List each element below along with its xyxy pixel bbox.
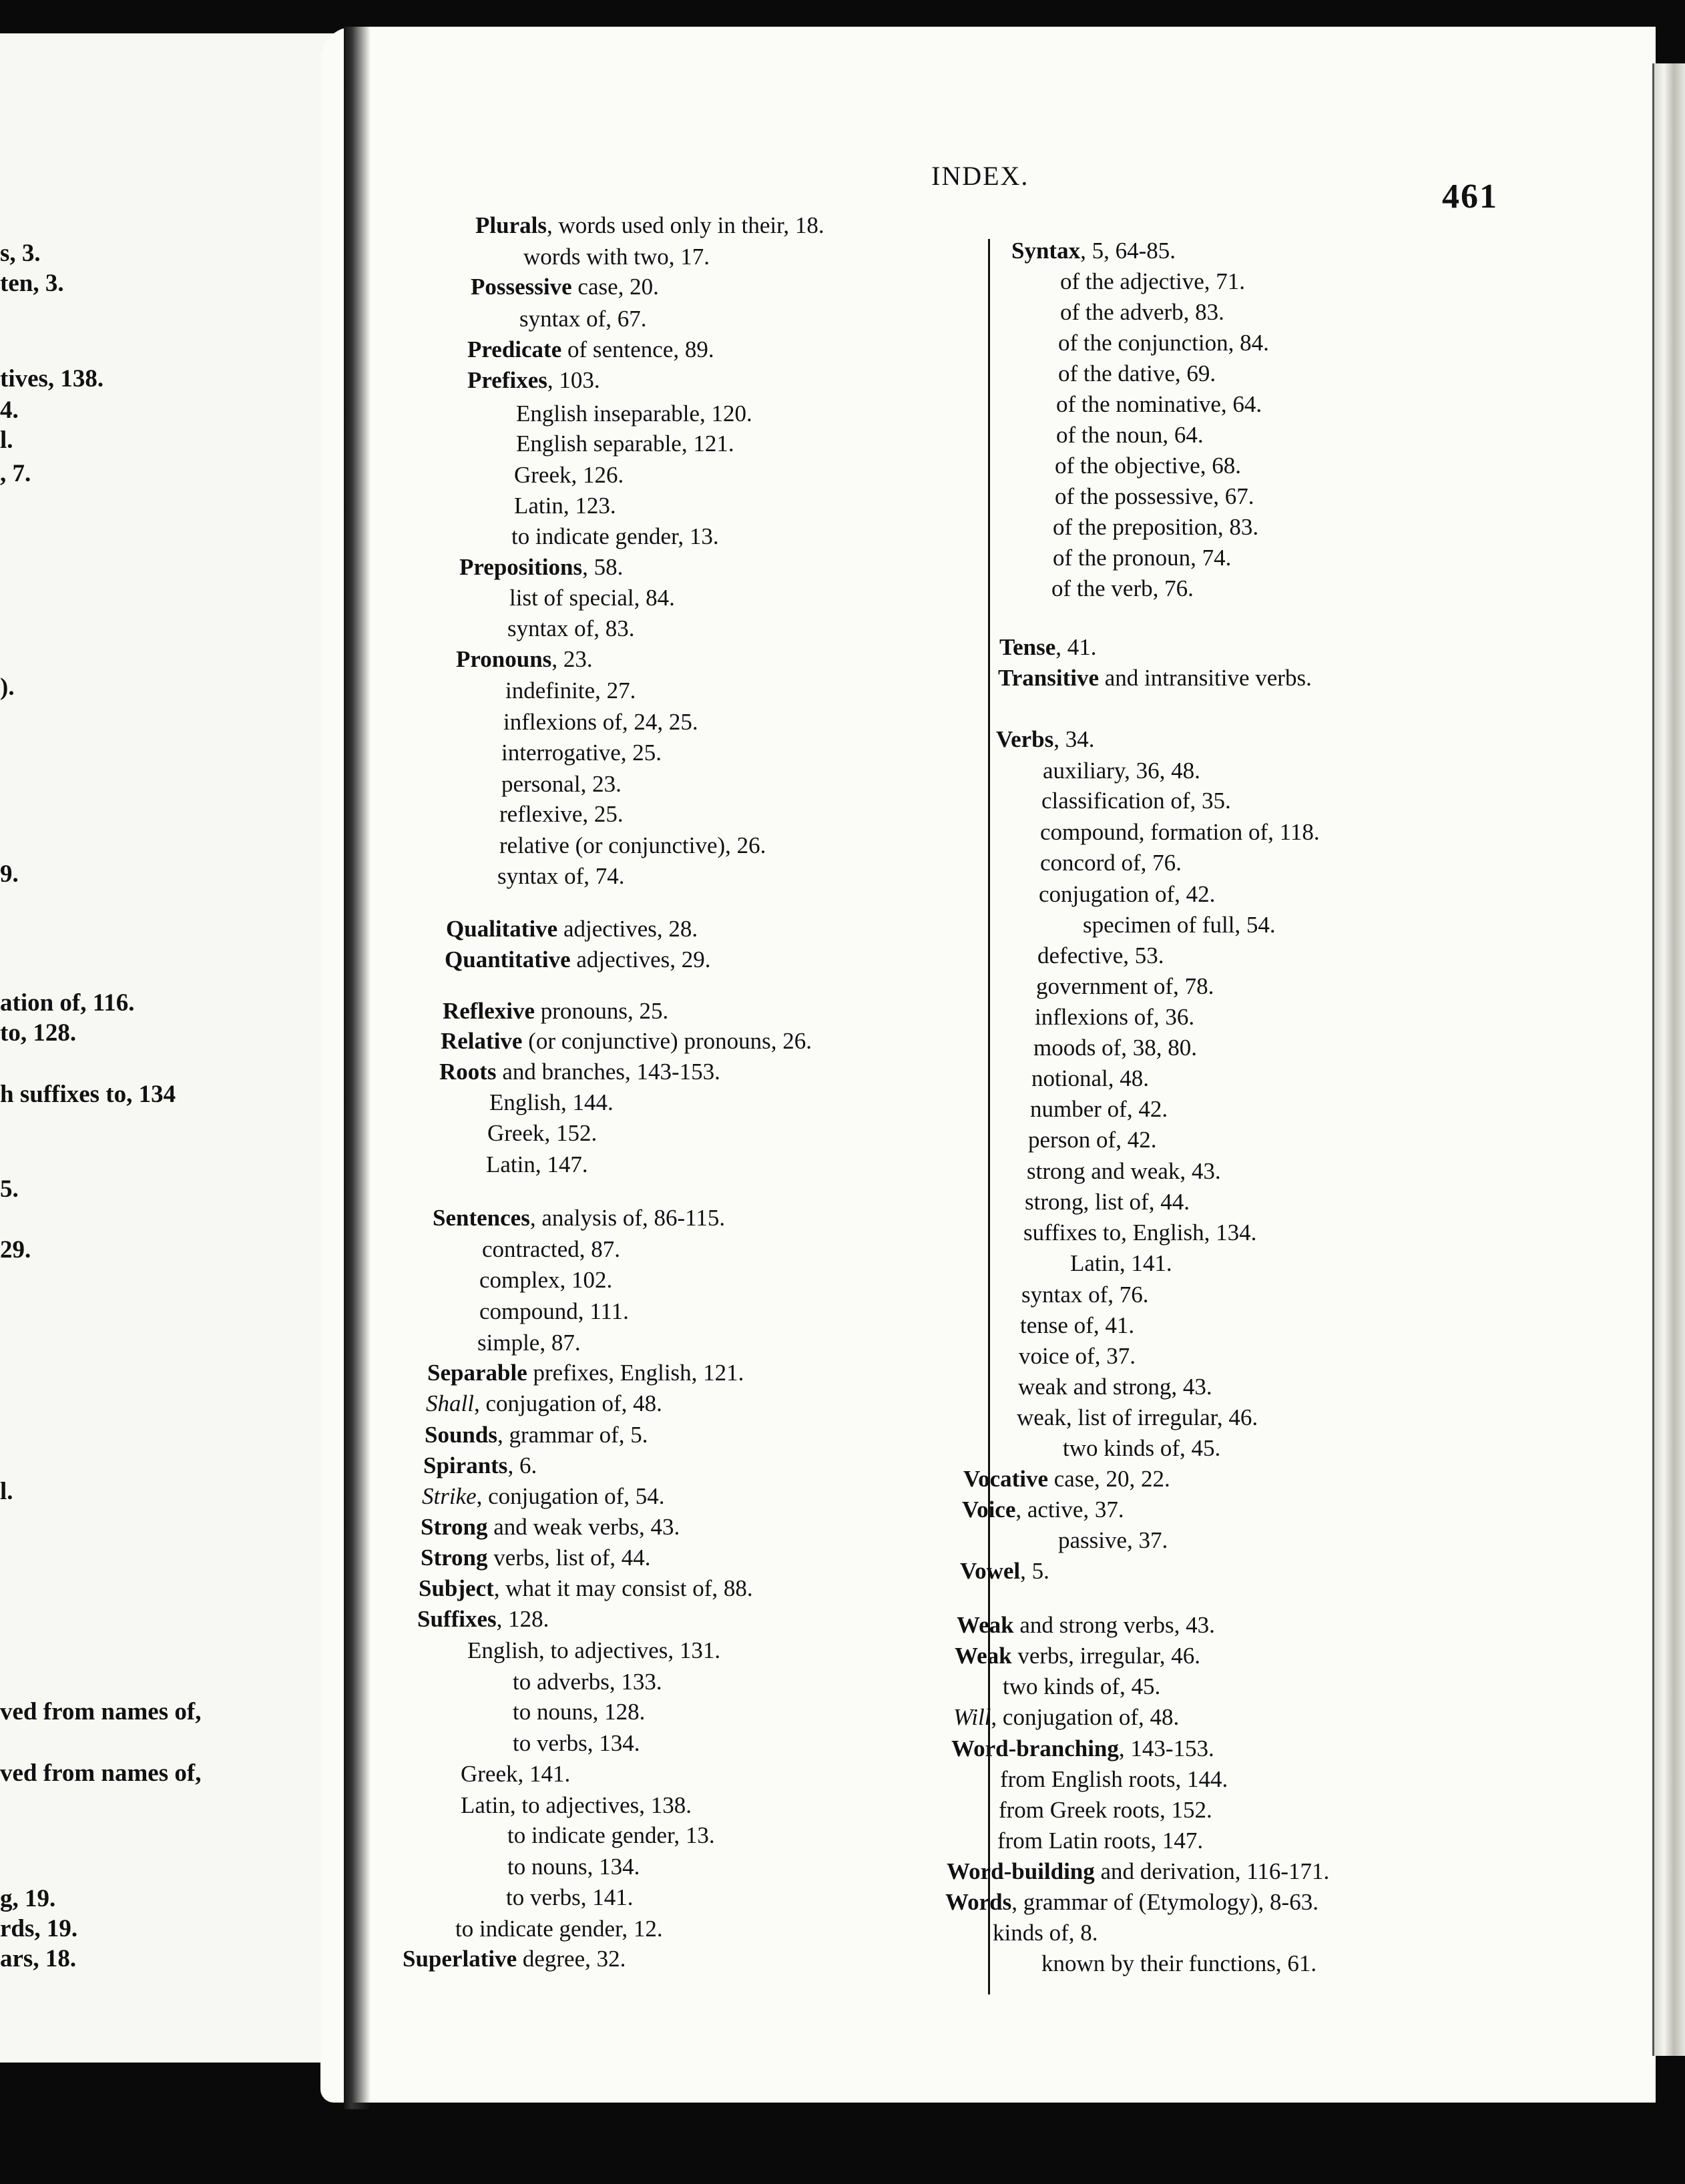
index-entry — [513, 1730, 640, 1757]
index-entry — [951, 1735, 1214, 1762]
index-entry — [998, 665, 1312, 692]
entry-text: syntax of, 83. — [507, 615, 635, 641]
index-entry — [945, 1889, 1318, 1916]
index-entry — [1053, 545, 1231, 571]
entry-heading: Voice — [962, 1496, 1016, 1523]
entry-text: , 34. — [1053, 726, 1095, 752]
index-entry — [1039, 881, 1215, 908]
index-entry — [957, 1612, 1215, 1639]
index-entry — [1020, 1312, 1134, 1339]
entry-text: to indicate gender, 13. — [511, 523, 719, 549]
entry-text: of the verb, 76. — [1051, 575, 1194, 601]
index-entry — [1056, 422, 1204, 449]
entry-text: compound, 111. — [479, 1298, 629, 1324]
left-page-fragment: l. — [0, 427, 13, 454]
index-entry — [999, 1797, 1212, 1824]
entry-text: English inseparable, 120. — [516, 400, 752, 427]
index-entry — [467, 336, 714, 363]
index-entry — [1028, 1127, 1156, 1153]
index-entry — [503, 709, 698, 736]
index-entry — [1037, 942, 1164, 969]
entry-heading: Word-building — [947, 1858, 1095, 1884]
index-entry — [1055, 483, 1254, 510]
index-entry — [1043, 758, 1200, 784]
left-page-fragment: tives, 138. — [0, 365, 104, 392]
entry-text: simple, 87. — [477, 1330, 581, 1356]
entry-text: classification of, 35. — [1041, 788, 1231, 814]
entry-text: , 41. — [1055, 634, 1097, 660]
entry-heading: Relative — [441, 1028, 523, 1054]
entry-text: two kinds of, 45. — [1003, 1673, 1161, 1699]
entry-heading: Quantitative — [445, 946, 571, 973]
index-entry — [963, 1466, 1170, 1492]
entry-italic-heading: Shall — [426, 1390, 474, 1416]
left-page-fragment: 5. — [0, 1175, 19, 1203]
entry-text: tense of, 41. — [1020, 1312, 1135, 1338]
entry-text: English, to adjectives, 131. — [467, 1637, 721, 1663]
entry-heading: Words — [945, 1889, 1012, 1915]
index-entry — [403, 1946, 626, 1972]
index-entry — [1060, 268, 1245, 295]
left-page-fragment: ved from names of, — [0, 1698, 202, 1725]
entry-heading: Suffixes — [417, 1606, 497, 1632]
index-entry — [1019, 1343, 1136, 1370]
entry-heading: Weak — [957, 1612, 1014, 1638]
index-entry — [516, 400, 752, 427]
entry-text: indefinite, 27. — [505, 677, 636, 704]
entry-text: weak and strong, 43. — [1018, 1374, 1212, 1400]
entry-text: English separable, 121. — [516, 431, 734, 457]
entry-text: of the dative, 69. — [1058, 360, 1216, 386]
index-entry — [456, 646, 593, 673]
entry-text: , 5. — [1020, 1558, 1049, 1584]
entry-text: to nouns, 128. — [513, 1699, 646, 1725]
index-entry — [996, 726, 1094, 753]
entry-text: and strong verbs, 43. — [1013, 1612, 1215, 1638]
entry-text: known by their functions, 61. — [1041, 1950, 1317, 1976]
entry-heading: Spirants — [423, 1452, 508, 1478]
entry-heading: Tense — [999, 634, 1056, 660]
entry-heading: Superlative — [403, 1946, 517, 1972]
index-entry — [467, 367, 600, 394]
entry-heading: Reflexive — [443, 998, 535, 1024]
index-entry — [513, 1669, 662, 1695]
entry-text: and branches, 143-153. — [496, 1059, 720, 1085]
index-entry — [477, 1330, 581, 1356]
index-entry — [523, 244, 710, 270]
entry-text: from English roots, 144. — [1000, 1766, 1228, 1792]
index-entry — [479, 1267, 612, 1294]
index-entry — [467, 1637, 720, 1664]
entry-text: , 23. — [551, 646, 593, 672]
entry-text: of the pronoun, 74. — [1053, 545, 1232, 571]
left-page-fragment: 9. — [0, 860, 19, 888]
index-entry — [1033, 1035, 1197, 1061]
index-entry — [506, 1884, 634, 1911]
index-entry — [1063, 1435, 1220, 1462]
entry-text: interrogative, 25. — [501, 740, 662, 766]
index-entry — [441, 1028, 812, 1055]
entry-text: complex, 102. — [479, 1267, 613, 1293]
index-entry — [1018, 1374, 1212, 1400]
entry-text: words with two, 17. — [523, 244, 710, 270]
entry-heading: Vocative — [963, 1466, 1049, 1492]
entry-text: to verbs, 134. — [513, 1730, 640, 1756]
entry-text: Greek, 141. — [461, 1761, 571, 1787]
entry-text: Latin, 123. — [514, 493, 616, 519]
entry-text: to indicate gender, 12. — [455, 1916, 663, 1942]
gutter-shadow — [344, 27, 371, 2109]
left-page-fragment: ved from names of, — [0, 1759, 202, 1787]
index-entry — [1051, 575, 1194, 602]
left-page-fragment: rds, 19. — [0, 1915, 78, 1942]
index-entry — [1083, 912, 1276, 938]
index-entry — [421, 1545, 651, 1571]
entry-heading: Qualitative — [446, 916, 558, 942]
entry-text: inflexions of, 24, 25. — [503, 709, 698, 735]
index-entry — [511, 523, 719, 550]
index-entry — [509, 585, 675, 611]
entry-heading: Verbs — [996, 726, 1054, 752]
entry-text: adjectives, 28. — [557, 916, 698, 942]
entry-text: notional, 48. — [1031, 1065, 1149, 1091]
entry-heading: Syntax — [1011, 238, 1081, 264]
entry-text: Latin, 141. — [1070, 1250, 1172, 1276]
entry-text: English, 144. — [489, 1089, 614, 1115]
index-entry — [516, 431, 734, 457]
entry-text: pronouns, 25. — [534, 998, 669, 1024]
index-entry — [1000, 1766, 1228, 1793]
index-entry — [1021, 1282, 1149, 1308]
entry-text: , what it may consist of, 88. — [493, 1575, 753, 1601]
entry-heading: Roots — [439, 1059, 497, 1085]
index-entry — [1041, 1950, 1316, 1977]
entry-text: Greek, 126. — [514, 462, 624, 488]
page-header: INDEX. — [931, 161, 1029, 191]
index-entry — [1025, 1189, 1190, 1215]
index-entry — [461, 1761, 570, 1788]
entry-text: of the conjunction, 84. — [1058, 330, 1269, 356]
entry-text: defective, 53. — [1037, 942, 1164, 969]
entry-text: of the preposition, 83. — [1053, 514, 1259, 540]
entry-heading: Possessive — [471, 274, 572, 300]
entry-text: , 58. — [582, 554, 624, 580]
entry-text: , 128. — [496, 1606, 549, 1632]
index-entry — [1058, 1527, 1168, 1554]
entry-text: of the adjective, 71. — [1060, 268, 1245, 294]
entry-text: of the nominative, 64. — [1056, 391, 1262, 417]
index-entry — [475, 212, 824, 239]
index-entry — [421, 1514, 680, 1541]
entry-text: , conjugation of, 48. — [991, 1704, 1180, 1730]
index-entry — [1040, 850, 1182, 876]
index-entry — [947, 1858, 1329, 1885]
index-entry — [486, 1151, 588, 1178]
entry-text: person of, 42. — [1028, 1127, 1157, 1153]
entry-text: , active, 37. — [1015, 1496, 1124, 1523]
index-entry — [433, 1205, 725, 1232]
index-entry — [999, 634, 1097, 661]
entry-text: , analysis of, 86-115. — [529, 1205, 726, 1231]
index-entry — [962, 1496, 1124, 1523]
entry-text: , conjugation of, 48. — [473, 1390, 662, 1416]
entry-text: and derivation, 116-171. — [1094, 1858, 1330, 1884]
index-entry — [1030, 1096, 1168, 1123]
entry-text: , grammar of, 5. — [497, 1422, 648, 1448]
entry-text: Latin, 147. — [486, 1151, 588, 1177]
index-entry — [499, 801, 624, 828]
index-entry — [1070, 1250, 1172, 1277]
entry-heading: Sentences — [433, 1205, 530, 1231]
index-entry — [1036, 973, 1214, 1000]
index-entry — [1056, 391, 1262, 418]
entry-text: to nouns, 134. — [507, 1854, 640, 1880]
index-entry — [501, 771, 622, 798]
index-entry — [1058, 330, 1269, 356]
entry-text: strong, list of, 44. — [1025, 1189, 1190, 1215]
entry-text: Latin, to adjectives, 138. — [461, 1792, 692, 1818]
entry-text: conjugation of, 42. — [1039, 881, 1216, 907]
left-page-fragment: l. — [0, 1478, 13, 1505]
index-entry — [427, 1360, 744, 1386]
entry-text: to adverbs, 133. — [513, 1669, 662, 1695]
index-entry — [446, 916, 698, 942]
entry-text: from Latin roots, 147. — [997, 1828, 1204, 1854]
index-entry — [439, 1059, 720, 1085]
index-entry — [471, 274, 659, 300]
entry-heading: Pronouns — [456, 646, 552, 672]
index-entry — [419, 1575, 753, 1602]
entry-heading: Subject — [419, 1575, 494, 1601]
index-entry — [955, 1643, 1200, 1669]
entry-text: , 5, 64-85. — [1080, 238, 1176, 264]
entry-heading: Separable — [427, 1360, 527, 1386]
index-entry — [426, 1390, 662, 1417]
entry-heading: Prefixes — [467, 367, 547, 393]
entry-heading: Strong — [421, 1514, 488, 1540]
entry-text: (or conjunctive) pronouns, 26. — [522, 1028, 812, 1054]
entry-text: , 6. — [507, 1452, 537, 1478]
entry-italic-heading: Will — [953, 1704, 991, 1730]
entry-text: of sentence, 89. — [561, 336, 714, 362]
index-entry — [1031, 1065, 1149, 1092]
entry-text: of the adverb, 83. — [1060, 299, 1224, 325]
index-entry — [1027, 1158, 1221, 1185]
page-number: 461 — [1442, 178, 1498, 216]
index-entry — [1058, 360, 1216, 387]
index-entry — [455, 1916, 663, 1942]
entry-heading: Predicate — [467, 336, 562, 362]
left-page-fragment: , 7. — [0, 460, 31, 487]
entry-text: , 103. — [547, 367, 600, 393]
index-entry — [417, 1606, 549, 1633]
entry-text: concord of, 76. — [1040, 850, 1182, 876]
entry-text: to verbs, 141. — [506, 1884, 634, 1910]
index-entry — [1041, 788, 1231, 814]
index-entry — [482, 1236, 620, 1263]
index-entry — [425, 1422, 648, 1448]
index-entry — [507, 1822, 715, 1849]
entry-text: verbs, list of, 44. — [487, 1545, 651, 1571]
entry-text: passive, 37. — [1058, 1527, 1168, 1553]
index-entry — [960, 1558, 1049, 1585]
index-entry — [487, 1120, 597, 1147]
entry-text: and intransitive verbs. — [1099, 665, 1312, 691]
left-page-fragment: 4. — [0, 396, 19, 424]
entry-text: case, 20, 22. — [1048, 1466, 1170, 1492]
index-entry — [489, 1089, 614, 1116]
entry-heading: Sounds — [425, 1422, 497, 1448]
entry-heading: Transitive — [998, 665, 1100, 691]
index-entry — [993, 1920, 1098, 1946]
index-entry — [1035, 1004, 1194, 1031]
index-entry — [507, 615, 635, 642]
index-entry — [479, 1298, 629, 1325]
entry-text: to indicate gender, 13. — [507, 1822, 715, 1848]
entry-text: contracted, 87. — [482, 1236, 620, 1262]
index-entry — [461, 1792, 692, 1819]
entry-text: voice of, 37. — [1019, 1343, 1136, 1369]
entry-italic-heading: Strike — [422, 1483, 477, 1509]
entry-text: auxiliary, 36, 48. — [1043, 758, 1200, 784]
entry-text: reflexive, 25. — [499, 801, 624, 827]
left-page-fragment: h suffixes to, 134 — [0, 1081, 176, 1108]
index-entry — [1011, 238, 1176, 264]
index-entry — [443, 998, 668, 1025]
index-entry — [1053, 514, 1258, 541]
entry-text: , grammar of (Etymology), 8-63. — [1011, 1889, 1318, 1915]
entry-text: syntax of, 76. — [1021, 1282, 1149, 1308]
left-page-fragment: g, 19. — [0, 1885, 56, 1912]
index-entry — [459, 554, 623, 581]
entry-text: Greek, 152. — [487, 1120, 597, 1146]
entry-text: , words used only in their, 18. — [546, 212, 824, 238]
index-entry — [1023, 1219, 1256, 1246]
left-page-fragment: to, 128. — [0, 1019, 77, 1047]
entry-text: list of special, 84. — [509, 585, 675, 611]
entry-text: personal, 23. — [501, 771, 622, 797]
entry-text: weak, list of irregular, 46. — [1017, 1404, 1258, 1430]
entry-heading: Strong — [421, 1545, 488, 1571]
index-entry — [953, 1704, 1179, 1731]
entry-text: of the possessive, 67. — [1055, 483, 1254, 509]
entry-text: adjectives, 29. — [570, 946, 711, 973]
index-entry — [1017, 1404, 1258, 1431]
entry-text: relative (or conjunctive), 26. — [499, 832, 766, 858]
entry-heading: Weak — [955, 1643, 1012, 1669]
index-entry — [505, 677, 636, 704]
index-entry — [497, 863, 625, 890]
index-entry — [514, 462, 624, 489]
entry-text: syntax of, 74. — [497, 863, 625, 889]
entry-text: inflexions of, 36. — [1035, 1004, 1195, 1030]
column-divider — [988, 239, 990, 1994]
entry-text: and weak verbs, 43. — [487, 1514, 680, 1540]
left-page — [0, 33, 348, 2063]
index-entry — [1040, 819, 1320, 846]
entry-text: kinds of, 8. — [993, 1920, 1098, 1946]
index-entry — [507, 1854, 640, 1880]
index-entry — [422, 1483, 665, 1510]
entry-text: suffixes to, English, 134. — [1023, 1219, 1257, 1246]
index-entry — [513, 1699, 645, 1725]
entry-text: number of, 42. — [1030, 1096, 1168, 1122]
left-page-fragment: ten, 3. — [0, 270, 64, 297]
left-page-fragment: 29. — [0, 1236, 31, 1264]
index-entry — [1060, 299, 1224, 326]
entry-text: degree, 32. — [517, 1946, 626, 1972]
index-entry — [1055, 453, 1241, 479]
index-entry — [501, 740, 662, 766]
entry-text: strong and weak, 43. — [1027, 1158, 1221, 1184]
left-page-fragment: ation of, 116. — [0, 989, 135, 1017]
entry-text: syntax of, 67. — [519, 306, 647, 332]
entry-text: government of, 78. — [1036, 973, 1214, 999]
entry-text: prefixes, English, 121. — [527, 1360, 744, 1386]
entry-text: , conjugation of, 54. — [476, 1483, 665, 1509]
entry-heading: Vowel — [960, 1558, 1021, 1584]
index-entry — [997, 1828, 1203, 1854]
index-entry — [519, 306, 647, 332]
left-page-fragment: ars, 18. — [0, 1945, 77, 1972]
index-entry — [1003, 1673, 1160, 1700]
index-entry — [514, 493, 616, 519]
entry-text: specimen of full, 54. — [1083, 912, 1276, 938]
left-page-fragment: ). — [0, 673, 15, 701]
entry-text: case, 20. — [571, 274, 659, 300]
index-entry — [423, 1452, 537, 1479]
entry-text: compound, formation of, 118. — [1040, 819, 1320, 845]
entry-heading: Prepositions — [459, 554, 583, 580]
entry-text: verbs, irregular, 46. — [1011, 1643, 1200, 1669]
entry-heading: Word-branching — [951, 1735, 1119, 1761]
page-edge — [1652, 63, 1685, 2056]
left-page-fragment: s, 3. — [0, 240, 41, 267]
index-entry — [499, 832, 766, 859]
entry-text: of the objective, 68. — [1055, 453, 1241, 479]
entry-text: two kinds of, 45. — [1063, 1435, 1221, 1461]
entry-heading: Plurals — [475, 212, 547, 238]
entry-text: , 143-153. — [1118, 1735, 1214, 1761]
entry-text: from Greek roots, 152. — [999, 1797, 1212, 1823]
entry-text: moods of, 38, 80. — [1033, 1035, 1197, 1061]
index-entry — [445, 946, 711, 973]
entry-text: of the noun, 64. — [1056, 422, 1204, 448]
